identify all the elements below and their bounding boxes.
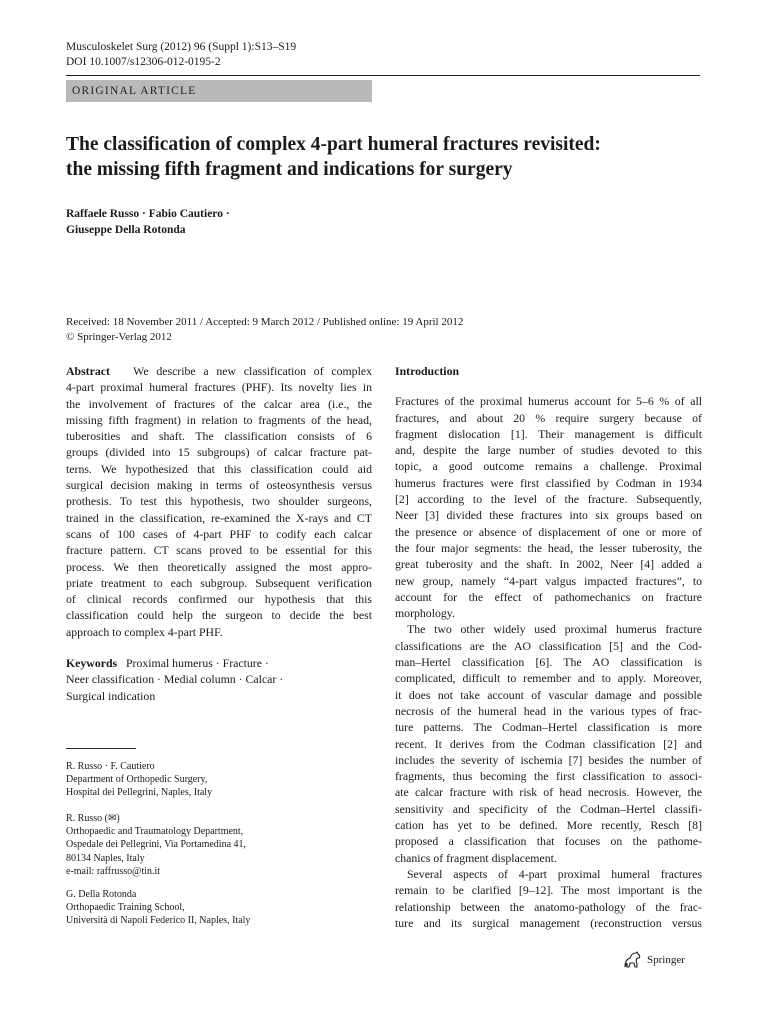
body-line: humerus fractures were first classified by Codman in 1934 bbox=[395, 475, 702, 490]
affiliation-block bbox=[66, 812, 372, 878]
paper-title bbox=[66, 132, 706, 182]
body-line: [2] according to the level of the fracture. Subsequently, bbox=[395, 492, 702, 507]
abstract-line: the involvement of fractures of the calcar area (i.e., the bbox=[66, 396, 372, 411]
body-line: remain to be clarified [9–12]. The most important is the bbox=[395, 883, 702, 898]
paragraph bbox=[395, 621, 702, 865]
article-type-label: ORIGINAL ARTICLE bbox=[72, 85, 197, 97]
abstract-line: trained in the classification, re-examined the X-rays and CT bbox=[66, 510, 372, 525]
body-line: proposed a classification that focuses on the pathome- bbox=[395, 834, 702, 849]
affiliation-line: Orthopaedic Training School, bbox=[66, 902, 185, 914]
affiliation-block bbox=[66, 760, 372, 800]
dates-line: Received: 18 November 2011 / Accepted: 9 March 2012 / Published online: 19 April 2012 bbox=[66, 316, 464, 328]
footnote-rule bbox=[66, 748, 136, 749]
journal-line: Musculoskelet Surg (2012) 96 (Suppl 1):S13–S19 bbox=[66, 41, 297, 53]
body-line: The two other widely used proximal humerus fracture bbox=[407, 622, 702, 637]
affiliation-line: Hospital dei Pellegrini, Naples, Italy bbox=[66, 787, 213, 799]
body-line: relationship between the anatomo-pathology of the frac- bbox=[395, 899, 702, 914]
body-line: it does not take account of vascular damage and possible bbox=[395, 687, 702, 702]
body-line: Neer [3] divided these fractures into six groups based on bbox=[395, 508, 702, 523]
abstract-line: approach to complex 4-part PHF. bbox=[66, 624, 223, 639]
affiliation-line: Ospedale dei Pellegrini, Via Portamedina 41, bbox=[66, 839, 247, 851]
body-line: new group, namely “4-part valgus impacted fractures”, to bbox=[395, 573, 702, 588]
copyright-line: © Springer-Verlag 2012 bbox=[66, 331, 172, 343]
body-line: chanics of fragment displacement. bbox=[395, 850, 557, 865]
header-rule bbox=[66, 75, 700, 76]
author-line: Giuseppe Della Rotonda bbox=[66, 224, 186, 236]
body-line: classifications are the AO classification [5] and the Cod- bbox=[395, 638, 702, 653]
abstract-line: scans of 100 cases of 4-part PHF to codify each calcar bbox=[66, 526, 372, 541]
abstract-line: terns. We hypothesized that this classification could aid bbox=[66, 461, 372, 476]
journal-citation bbox=[66, 40, 296, 70]
keywords-text: Proximal humerus · Fracture · bbox=[125, 656, 269, 670]
title-line: the missing fifth fragment and indications for surgery bbox=[66, 159, 513, 180]
author-list bbox=[66, 206, 230, 238]
doi-line: DOI 10.1007/s12306-012-0195-2 bbox=[66, 56, 221, 68]
body-line: and, despite the large number of studies devoted to this bbox=[395, 443, 702, 458]
body-line: morphology. bbox=[395, 606, 455, 621]
abstract-label: Abstract bbox=[66, 364, 110, 378]
abstract-line: of clinical records confirmed our hypothesis that this bbox=[66, 592, 372, 607]
affiliation-line: Università di Napoli Federico II, Naples, Italy bbox=[66, 915, 251, 927]
article-type-band bbox=[66, 80, 372, 102]
body-line: man–Hertel classification [6]. The AO classification is bbox=[395, 655, 702, 670]
affiliation-line: 80134 Naples, Italy bbox=[66, 852, 145, 864]
body-line: ture patterns. The Codman–Hertel classification is more bbox=[395, 720, 702, 735]
keywords-line: Surgical indication bbox=[66, 688, 156, 703]
abstract-line: missing fifth fragment) in relation to fragments of the head, bbox=[66, 412, 372, 427]
email-line: e-mail: raffrusso@tin.it bbox=[66, 865, 161, 877]
section-heading: Introduction bbox=[395, 364, 460, 378]
abstract-line: prothesis. To test this hypothesis, two shoulder surgeons, bbox=[66, 494, 372, 509]
abstract-line: 4-part proximal humeral fractures (PHF). Its novelty lies in bbox=[66, 380, 372, 395]
publisher-name: Springer bbox=[647, 954, 685, 966]
affiliation-line: R. Russo (✉) bbox=[66, 813, 120, 824]
affiliation-line: G. Della Rotonda bbox=[66, 889, 137, 900]
body-line: fragment dislocation [1]. Their management is difficult bbox=[395, 426, 702, 441]
abstract-text: We describe a new classification of complex bbox=[133, 364, 372, 378]
body-line: fractures, and about 20 % require surgery because of bbox=[395, 410, 702, 425]
body-line: includes the severity of ischemia [7] besides the number of bbox=[395, 752, 702, 767]
body-line: necrosis of the humeral head in the various types of frac- bbox=[395, 703, 702, 718]
body-line: the four major segments: the head, the lesser tuberosity, the bbox=[395, 540, 702, 555]
abstract bbox=[66, 363, 372, 640]
body-line: the presence or absence of displacement of one or more of bbox=[395, 524, 702, 539]
body-line: ate calcar fracture with risk of head necrosis. However, the bbox=[395, 785, 702, 800]
body-line: cation has yet to be defined. More recently, Resch [8] bbox=[395, 818, 702, 833]
affiliation-line: R. Russo · F. Cautiero bbox=[66, 761, 155, 772]
paragraph bbox=[395, 393, 702, 621]
body-line: Fractures of the proximal humerus account for 5–6 % of all bbox=[395, 394, 702, 409]
title-line: The classification of complex 4-part humeral fractures revisited: bbox=[66, 134, 601, 155]
publication-history bbox=[66, 315, 463, 345]
abstract-line: fracture pattern. CT scans proved to be essential for this bbox=[66, 543, 372, 558]
body-line: Several aspects of 4-part proximal humeral fractures bbox=[407, 866, 702, 881]
abstract-line: tuberosities and shaft. The classification consists of 6 bbox=[66, 429, 372, 444]
publisher-mark bbox=[622, 951, 685, 969]
keywords-first-line bbox=[66, 655, 372, 671]
body-line: complicated, difficult to remember and to apply. Moreover, bbox=[395, 671, 702, 686]
abstract-line: process. We then theoretically assigned the most appro- bbox=[66, 559, 372, 574]
body-line: ture and its surgical management (reconstruction versus bbox=[395, 915, 702, 930]
paragraph bbox=[395, 866, 702, 931]
body-line: account for the effect of pathomechanics on fracture bbox=[395, 589, 702, 604]
author-line: Raffaele Russo · Fabio Cautiero · bbox=[66, 208, 230, 220]
abstract-line: priate treatment to each subgroup. Subsequent verification bbox=[66, 575, 372, 590]
affiliation-block bbox=[66, 888, 372, 928]
abstract-first-line bbox=[66, 363, 372, 379]
springer-horse-icon bbox=[622, 951, 642, 969]
body-line: fragments, thus becoming the first classification to associ- bbox=[395, 769, 702, 784]
abstract-line: surgical decision making in terms of osteosynthesis versus bbox=[66, 478, 372, 493]
keywords bbox=[66, 655, 372, 704]
keywords-label: Keywords bbox=[66, 656, 118, 670]
affiliation-line: Orthopaedic and Traumatology Department, bbox=[66, 826, 244, 838]
body-line: great tuberosity and the shaft. In 2002, Neer [4] added a bbox=[395, 557, 702, 572]
abstract-line: classification could help the surgeon to decide the best bbox=[66, 608, 372, 623]
keywords-line: Neer classification · Medial column · Calcar · bbox=[66, 672, 284, 687]
abstract-line: groups (divided into 15 subgroups) of calcar fracture pat- bbox=[66, 445, 372, 460]
body-line: topic, a good outcome remains a challenge. Proximal bbox=[395, 459, 702, 474]
affiliation-line: Department of Orthopedic Surgery, bbox=[66, 774, 208, 786]
body-line: recent. It derives from the Codman classification [2] and bbox=[395, 736, 702, 751]
introduction-section bbox=[395, 363, 702, 931]
body-line: sensitivity and specificity of the Codman–Hertel classifi- bbox=[395, 801, 702, 816]
